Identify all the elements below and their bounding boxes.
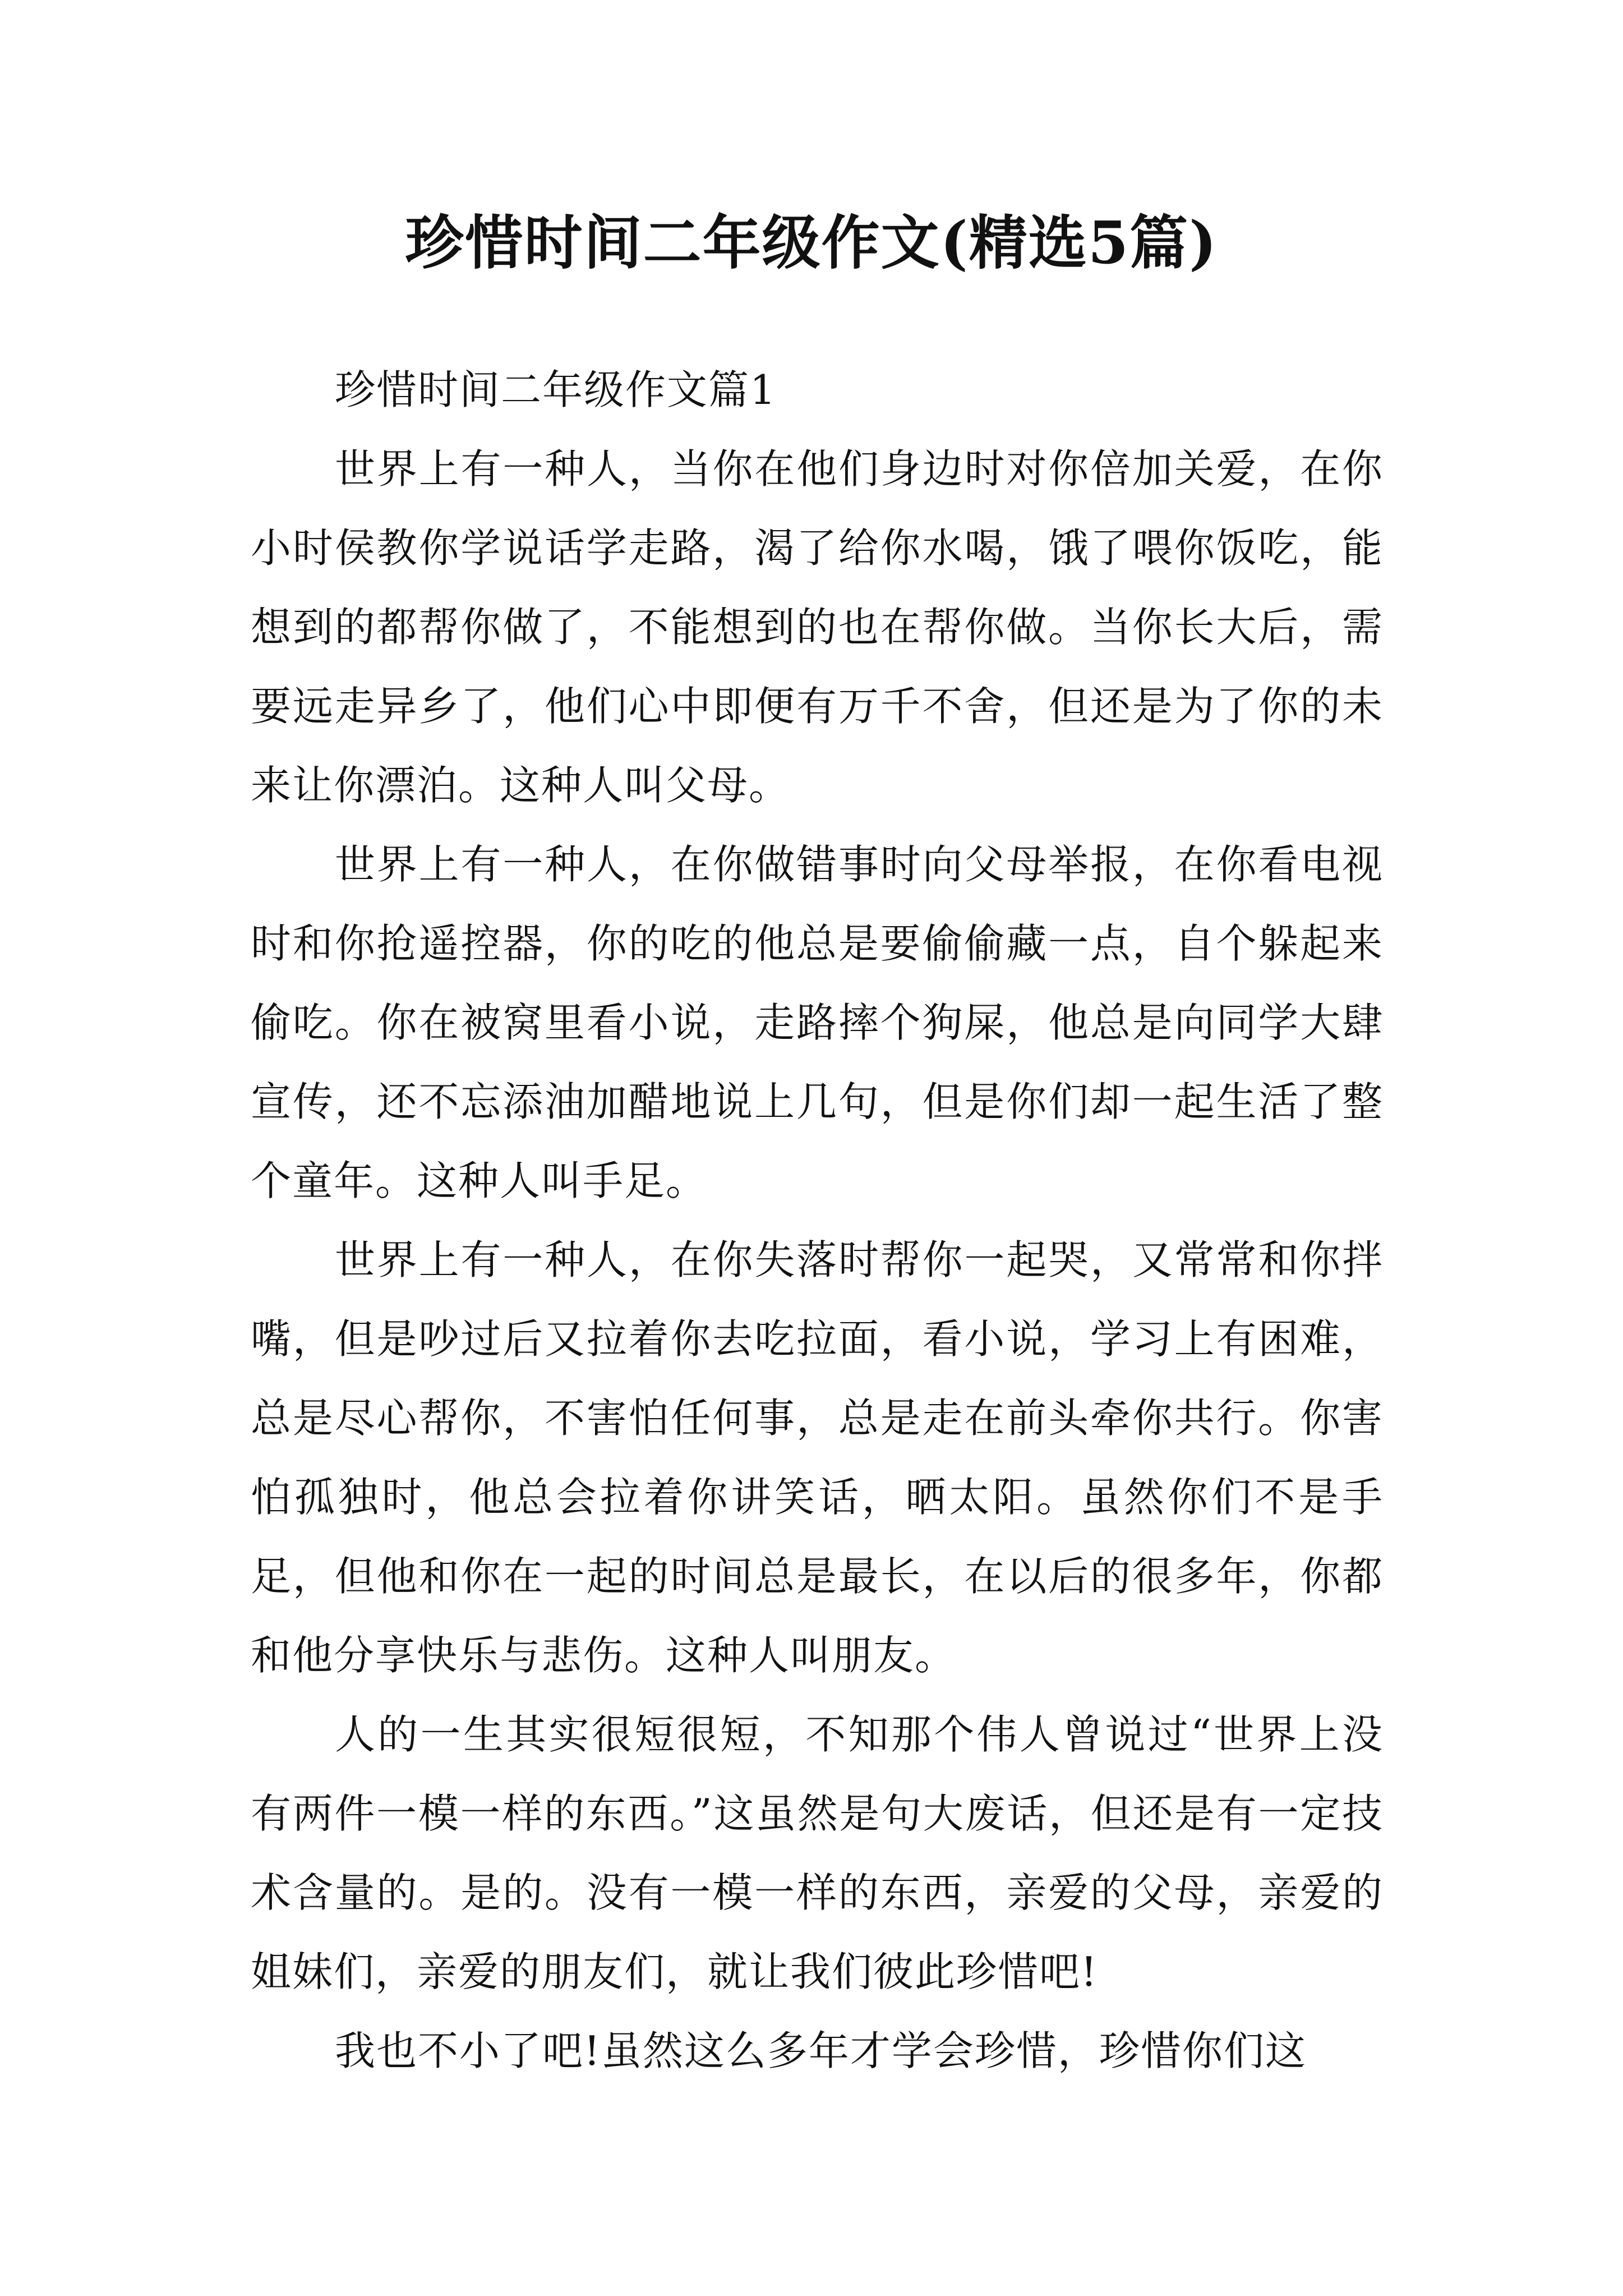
paragraph-closing: 我也不小了吧!虽然这么多年才学会珍惜，珍惜你们这 <box>335 2027 1307 2074</box>
paragraph-cherish: 人的一生其实很短很短，不知那个伟人曾说过“世界上没有两件一模一样的东西。”这虽然是句大废话，但还是有一定技术含量的。是的。没有一模一样的东西，亲爱的父母，亲爱的姐妹们，亲爱的朋友们，就让我们彼此珍惜吧! <box>251 1711 1384 1995</box>
paragraph-parents: 世界上有一种人，当你在他们身边时对你倍加关爱，在你小时侯教你学说话学走路，渴了给你水喝，饿了喂你饭吃，能想到的都帮你做了，不能想到的也在帮你做。当你长大后，需要远走异乡了，他们心中即便有万千不舍，但还是为了你的未来让你漂泊。这种人叫父母。 <box>251 445 1384 809</box>
paragraph-friends: 世界上有一种人，在你失落时帮你一起哭，又常常和你拌嘴，但是吵过后又拉着你去吃拉面，看小说，学习上有困难，总是尽心帮你，不害怕任何事，总是走在前头牵你共行。你害怕孤独时，他总会拉着你讲笑话，晒太阳。虽然你们不是手足，但他和你在一起的时间总是最长，在以后的很多年，你都和他分享快乐与悲伤。这种人叫朋友。 <box>251 1236 1384 1679</box>
paragraph-siblings: 世界上有一种人，在你做错事时向父母举报，在你看电视时和你抢遥控器，你的吃的他总是要偷偷藏一点，自个躲起来偷吃。你在被窝里看小说，走路摔个狗屎，他总是向同学大肆宣传，还不忘添油加醋地说上几句，但是你们却一起生活了整个童年。这种人叫手足。 <box>251 841 1384 1204</box>
section-heading: 珍惜时间二年级作文篇1 <box>335 366 777 413</box>
document-title: 珍惜时间二年级作文(精选5篇) <box>405 208 1218 277</box>
document-body <box>251 351 1384 2091</box>
